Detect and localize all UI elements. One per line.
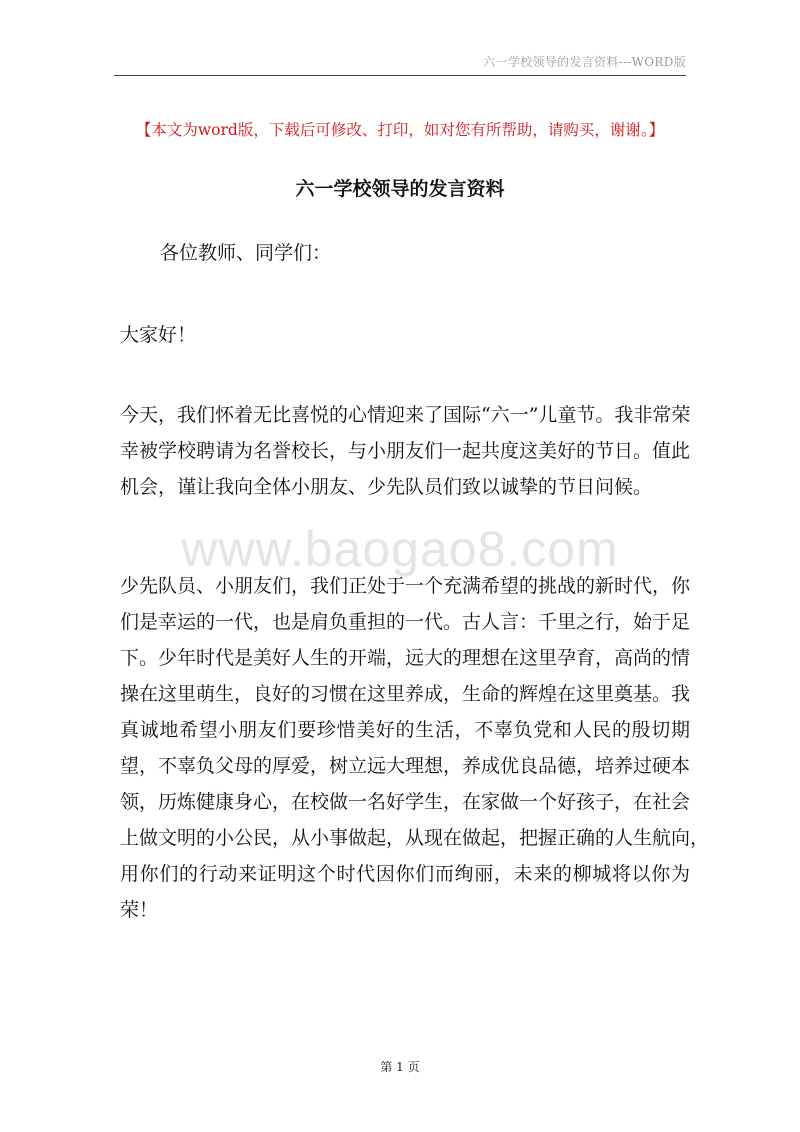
purchase-notice: 【本文为word版，下载后可修改、打印，如对您有所帮助，请购买，谢谢。】 [135, 121, 665, 139]
paragraph-line: 真诚地希望小朋友们要珍惜美好的生活，不辜负党和人民的殷切期 [120, 719, 690, 741]
header-divider [114, 75, 686, 76]
paragraph-1 [120, 397, 690, 505]
paragraph-2 [120, 568, 710, 928]
paragraph-line: 望，不辜负父母的厚爱，树立远大理想，养成优良品德，培养过硬本 [120, 755, 691, 777]
paragraph-line: 们是幸运的一代，也是肩负重担的一代。古人言：千里之行，始于足 [120, 611, 691, 633]
paragraph-line: 今天，我们怀着无比喜悦的心情迎来了国际“六一”儿童节。我非常荣 [120, 404, 691, 426]
page-number: 第 1 页 [380, 1060, 420, 1074]
paragraph-line: 领，历炼健康身心，在校做一名好学生，在家做一个好孩子，在社会 [120, 791, 691, 813]
paragraph-line: 用你们的行动来证明这个时代因你们而绚丽，未来的柳城将以你为 [120, 863, 690, 885]
paragraph-line: 幸被学校聘请为名誉校长，与小朋友们一起共度这美好的节日。值此 [120, 440, 691, 462]
greeting: 大家好！ [120, 324, 197, 346]
running-header: 六一学校领导的发言资料---WORD版 [483, 55, 686, 69]
paragraph-line: 操在这里萌生，良好的习惯在这里养成，生命的辉煌在这里奠基。我 [120, 683, 691, 705]
salutation: 各位教师、同学们： [160, 242, 332, 264]
document-title: 六一学校领导的发言资料 [295, 178, 505, 200]
paragraph-line: 少先队员、小朋友们，我们正处于一个充满希望的挑战的新时代，你 [120, 575, 691, 597]
paragraph-line: 机会，谨让我向全体小朋友、少先队员们致以诚挚的节日问候。 [120, 476, 653, 498]
paragraph-line: 下。少年时代是美好人生的开端，远大的理想在这里孕育，高尚的情 [120, 647, 691, 669]
paragraph-line: 荣！ [120, 899, 159, 921]
watermark: www.baogao8.com [181, 521, 619, 577]
paragraph-line: 上做文明的小公民，从小事做起，从现在做起，把握正确的人生航向， [120, 827, 710, 849]
